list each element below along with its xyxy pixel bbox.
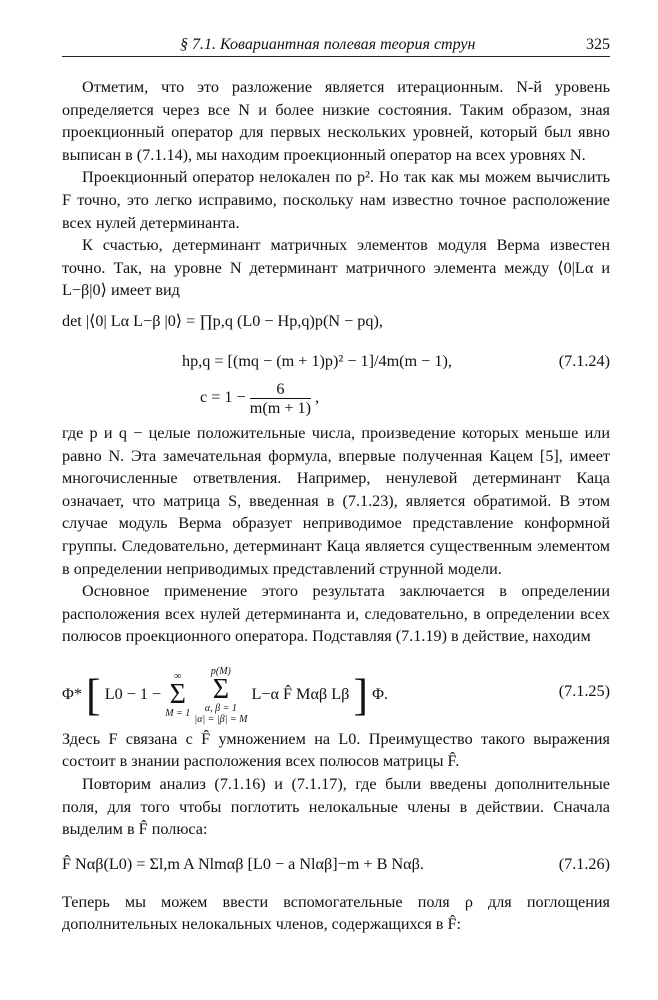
sigma-symbol: Σ [169, 679, 186, 711]
running-header [62, 30, 610, 57]
eq-det-line: det |⟨0| Lα L−β |0⟩ = ∏p,q (L0 − Hp,q)p(N − pq), [62, 311, 383, 330]
sum2-bottom: α, β = 1 [204, 702, 237, 714]
equation-number: (7.1.26) [558, 854, 610, 873]
eq2-part2: L−α F̂ Mαβ Lβ [251, 685, 350, 704]
eq2-part1: L0 − 1 − [104, 685, 162, 704]
equation-7-1-26 [62, 853, 610, 875]
left-bracket: [ [85, 670, 101, 720]
equation-7-1-24 [62, 308, 610, 422]
equation-number: (7.1.25) [558, 681, 610, 700]
right-bracket: ] [353, 670, 369, 720]
sum2-top: p(M) [210, 665, 231, 677]
sum1-bottom: M = 1 [165, 708, 191, 720]
eq-c-lhs: c = 1 − [200, 388, 246, 407]
eq-c-fraction [250, 380, 311, 417]
paragraph-6: Здесь F связана с F̂ умножением на L0. Преимущество такого выражения состоит в знании расположения всех полюсов матрицы F̂. [62, 729, 610, 771]
equation-7-1-25 [62, 652, 610, 728]
sum-over-m [165, 671, 190, 719]
paragraph-3: К счастью, детерминант матричных элементов модуля Верма известен точно. Так, на уровне N детерминант матричного элемента между ⟨0|Lα и L−β|0⟩ имеет вид [62, 236, 610, 300]
sum1-top: ∞ [174, 671, 182, 683]
sigma-symbol: Σ [212, 673, 230, 705]
sum-over-alpha-beta [194, 666, 247, 725]
page-number: 325 [586, 36, 610, 53]
eq2-rhs: Φ. [372, 685, 388, 704]
paragraph-1: Отметим, что это разложение является итерационным. N-й уровень определяется через все N и более низкие состояния. Таким образом, зная проекционный оператор для первых нескольких уровней, который был явно выписан в (7.1.14), мы находим проекционный оператор на всех уровнях N. [62, 78, 610, 164]
eq-c-line [200, 380, 319, 417]
fraction-denominator: m(m + 1) [249, 398, 312, 417]
equation-number: (7.1.24) [558, 351, 610, 370]
paragraph-7: Повторим анализ (7.1.16) и (7.1.17), где были введены дополнительные поля, для того чтобы поглотить нелокальные члены в действии. Сначала выделим в F̂ полюса: [62, 775, 610, 839]
paragraph-8: Теперь мы можем ввести вспомогательные поля ρ для поглощения дополнительных нелокальных членов, содержащихся в F̂: [62, 892, 610, 934]
eq-h-line: hp,q = [(mq − (m + 1)p)² − 1]/4m(m − 1), [182, 351, 452, 370]
paragraph-5: Основное применение этого результата заключается в определении расположения всех нулей детерминанта и, следовательно, в определении всех полюсов проекционного оператора. Подставляя (7.1.19) в действие, находим [62, 582, 610, 646]
paragraph-4: где p и q − целые положительные числа, произведение которых меньше или равно N. Эта замечательная формула, впервые полученная Кацем [5], имеет многочисленные ответвления. Например, ненулевой детерминант Каца означает, что матрица S, введенная в (7.1.23), является обратимой. В этом случае модуль Верма образует неприводимое представление конформной группы. Следовательно, детерминант Каца является существенным элементом в определении неприводимых представлений струнной модели. [62, 423, 610, 578]
eq2-lhs: Φ* [62, 685, 82, 704]
paragraph-2: Проекционный оператор нелокален по p². Но так как мы можем вычислить F точно, это легко исправимо, поскольку нам известно точное расположение всех нулей детерминанта. [62, 168, 610, 232]
eq-c-tail: , [315, 388, 320, 407]
running-title: § 7.1. Ковариантная полевая теория струн [180, 36, 476, 53]
fraction-numerator: 6 [250, 380, 311, 399]
sum2-constraint: |α| = |β| = M [194, 713, 248, 725]
body-text [62, 76, 610, 936]
eq3-text: F̂ Nαβ(L0) = Σl,m A Nlmαβ [L0 − a Nlαβ]−m + B Nαβ. [62, 854, 424, 873]
